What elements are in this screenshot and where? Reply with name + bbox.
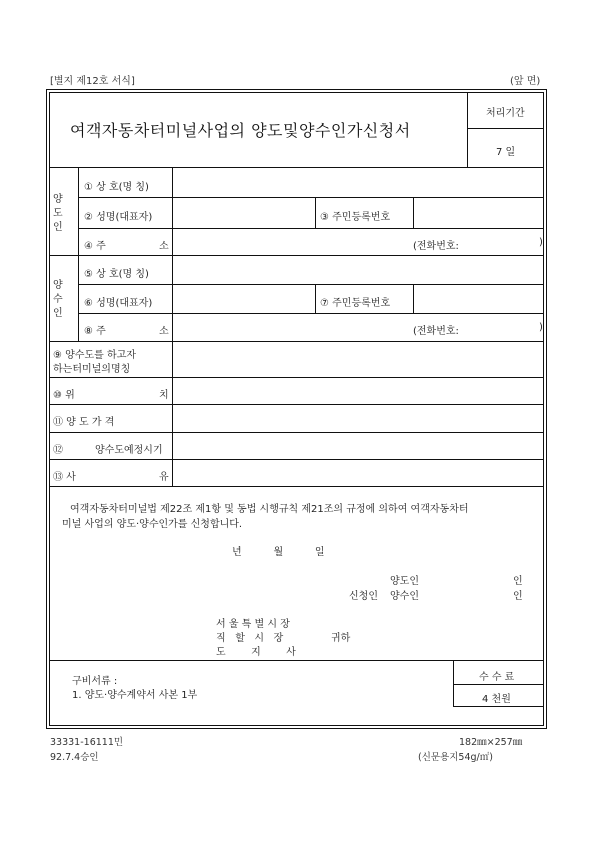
transferee-address-label: ⑧ 주 bbox=[84, 326, 106, 337]
transferor-id-label: ③ 주민등록번호 bbox=[320, 212, 391, 223]
processing-period-label: 처리기간 bbox=[486, 108, 525, 119]
processing-period-value: 7 일 bbox=[496, 147, 516, 158]
transferee-phone-close: ) bbox=[539, 322, 543, 333]
transferor-address-label: ④ 주 bbox=[84, 241, 106, 252]
application-date: 년 월 일 bbox=[232, 547, 325, 558]
recipient-seoul-mayor: 서 울 특 별 시 장 bbox=[216, 619, 290, 630]
transferor-group-label: 양 도 인 bbox=[53, 194, 63, 233]
recipient-honorific: 귀하 bbox=[331, 633, 351, 644]
transferee-group-label: 양 수 인 bbox=[53, 280, 63, 319]
fee-label: 수 수 료 bbox=[479, 672, 515, 683]
location-label-end: 치 bbox=[159, 390, 169, 401]
terminal-name-field[interactable] bbox=[174, 343, 542, 375]
transferor-phone-close: ) bbox=[539, 237, 543, 248]
location-field[interactable] bbox=[174, 379, 542, 402]
terminal-name-label: ⑨ 양수도를 하고자 bbox=[53, 350, 136, 361]
transferee-signature-label: 양수인 bbox=[390, 591, 419, 602]
transferor-signature-label: 양도인 bbox=[390, 576, 419, 587]
transferee-id-field[interactable] bbox=[415, 286, 542, 311]
required-documents-label: 구비서류 : bbox=[72, 676, 118, 687]
statement-line-2: 미널 사업의 양도·양수인가를 신청합니다. bbox=[62, 519, 243, 530]
paper-type: (신문용지54g/㎡) bbox=[418, 752, 493, 763]
transferee-name-label: ⑥ 성명(대표자) bbox=[84, 298, 153, 309]
statement-line-1: 여객자동차터미널법 제22조 제1항 및 동법 시행규칙 제21조의 규정에 의하여 여객자동차터 bbox=[70, 504, 469, 515]
required-document-item: 1. 양도·양수계약서 사본 1부 bbox=[72, 690, 198, 701]
applicant-label: 신청인 bbox=[349, 591, 378, 602]
fee-value: 4 천원 bbox=[482, 694, 511, 705]
transferee-company-label: ⑤ 상 호(명 칭) bbox=[84, 269, 149, 280]
page-side-label: (앞 면) bbox=[510, 76, 541, 87]
transferee-address-field[interactable] bbox=[174, 315, 404, 339]
transferee-phone-label: (전화번호: bbox=[413, 326, 459, 337]
transfer-date-label: 양수도예정시기 bbox=[95, 445, 163, 456]
form-number: [별지 제12호 서식] bbox=[50, 76, 135, 87]
transferor-address-label-end: 소 bbox=[159, 241, 169, 252]
reason-field[interactable] bbox=[174, 461, 542, 484]
paper-size: 182㎜×257㎜ bbox=[459, 737, 523, 748]
terminal-name-label-2: 하는터미널의명칭 bbox=[53, 364, 131, 375]
transfer-price-label: ⑪ 양 도 가 격 bbox=[53, 417, 115, 428]
transferor-phone-label: (전화번호: bbox=[413, 241, 459, 252]
transferor-company-field[interactable] bbox=[174, 169, 542, 195]
approval-date: 92.7.4승인 bbox=[50, 752, 99, 763]
recipient-city-mayor: 직 할 시 장 bbox=[216, 633, 284, 644]
transferor-address-field[interactable] bbox=[174, 230, 404, 253]
reason-label-end: 유 bbox=[159, 472, 169, 483]
reason-label: ⑬ 사 bbox=[53, 472, 76, 483]
transferor-seal-mark: 인 bbox=[513, 576, 523, 587]
transfer-price-field[interactable] bbox=[174, 406, 542, 430]
transferee-id-label: ⑦ 주민등록번호 bbox=[320, 298, 391, 309]
transferor-name-field[interactable] bbox=[174, 199, 313, 226]
transferor-company-label: ① 상 호(명 칭) bbox=[84, 182, 149, 193]
recipient-governor: 도 지 사 bbox=[216, 647, 296, 658]
form-code: 33331-16111민 bbox=[50, 737, 124, 748]
transfer-date-number: ⑫ bbox=[53, 445, 63, 456]
transferee-address-label-end: 소 bbox=[159, 326, 169, 337]
form-title: 여객자동차터미널사업의 양도및양수인가신청서 bbox=[70, 121, 411, 140]
location-label: ⑩ 위 bbox=[53, 390, 75, 401]
transferee-name-field[interactable] bbox=[174, 286, 313, 311]
transferee-seal-mark: 인 bbox=[513, 591, 523, 602]
transfer-date-field[interactable] bbox=[174, 434, 542, 457]
transferor-name-label: ② 성명(대표자) bbox=[84, 212, 153, 223]
transferor-id-field[interactable] bbox=[415, 199, 542, 226]
transferee-company-field[interactable] bbox=[174, 257, 542, 282]
